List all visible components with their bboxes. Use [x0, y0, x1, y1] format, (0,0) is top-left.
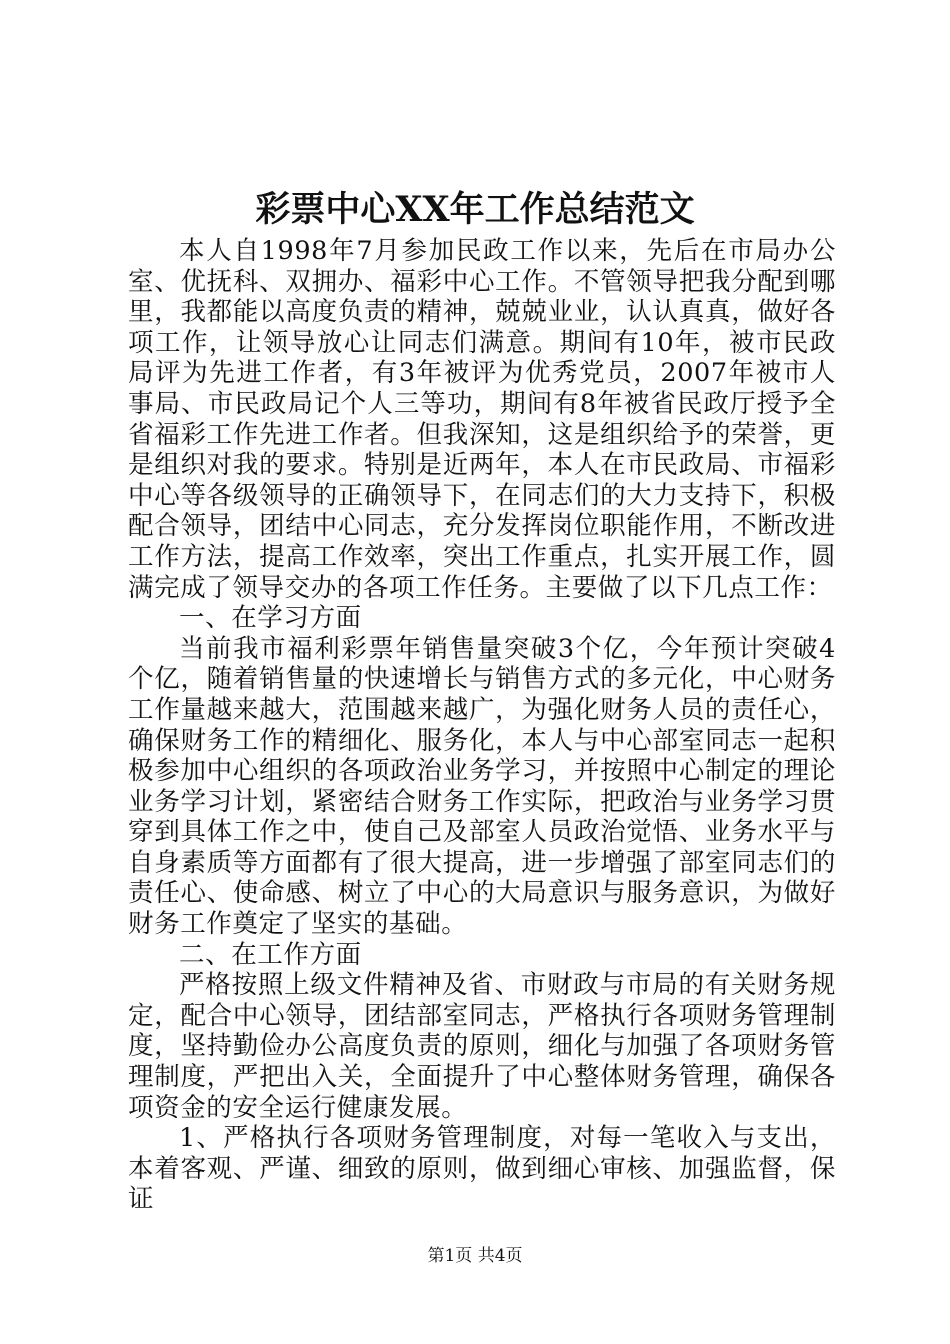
page-number-footer: 第1页 共4页: [427, 1246, 523, 1266]
paragraph-work: 严格按照上级文件精神及省、市财政与市局的有关财务规定，配合中心领导，团结部室同志，严格执行各项财务管理制度，坚持勤俭办公高度负责的原则，细化与加强了各项财务管理制度，严把出入关，全面提升了中心整体财务管理，确保各项资金的安全运行健康发展。: [128, 970, 836, 1123]
paragraph-study: 当前我市福利彩票年销售量突破3个亿，今年预计突破4个亿，随着销售量的快速增长与销售方式的多元化，中心财务工作量越来越大，范围越来越广，为强化财务人员的责任心，确保财务工作的精细化、服务化，本人与中心部室同志一起积极参加中心组织的各项政治业务学习，并按照中心制定的理论业务学习计划，紧密结合财务工作实际，把政治与业务学习贯穿到具体工作之中，使自己及部室人员政治觉悟、业务水平与自身素质等方面都有了很大提高，进一步增强了部室同志们的责任心、使命感、树立了中心的大局意识与服务意识，为做好财务工作奠定了坚实的基础。: [128, 633, 836, 940]
section-heading-study: 一、在学习方面: [179, 603, 362, 634]
paragraph-intro: 本人自1998年7月参加民政工作以来，先后在市局办公室、优抚科、双拥办、福彩中心工作。不管领导把我分配到哪里，我都能以高度负责的精神，兢兢业业，认认真真，做好各项工作，让领导放心让同志们满意。期间有10年，被市民政局评为先进工作者，有3年被评为优秀党员，2007年被市人事局、市民政局记个人三等功，期间有8年被省民政厅授予全省福彩工作先进工作者。但我深知，这是组织给予的荣誉，更是组织对我的要求。特别是近两年，本人在市民政局、市福彩中心等各级领导的正确领导下，在同志们的大力支持下，积极配合领导，团结中心同志，充分发挥岗位职能作用，不断改进工作方法，提高工作效率，突出工作重点，扎实开展工作，圆满完成了领导交办的各项工作任务。主要做了以下几点工作：: [128, 236, 836, 603]
document-title: 彩票中心XX年工作总结范文: [255, 189, 695, 230]
paragraph-item-1: 1、严格执行各项财务管理制度，对每一笔收入与支出，本着客观、严谨、细致的原则，做到细心审核、加强监督，保证: [128, 1123, 836, 1215]
section-heading-work: 二、在工作方面: [179, 939, 362, 970]
document-body: [128, 236, 836, 1215]
